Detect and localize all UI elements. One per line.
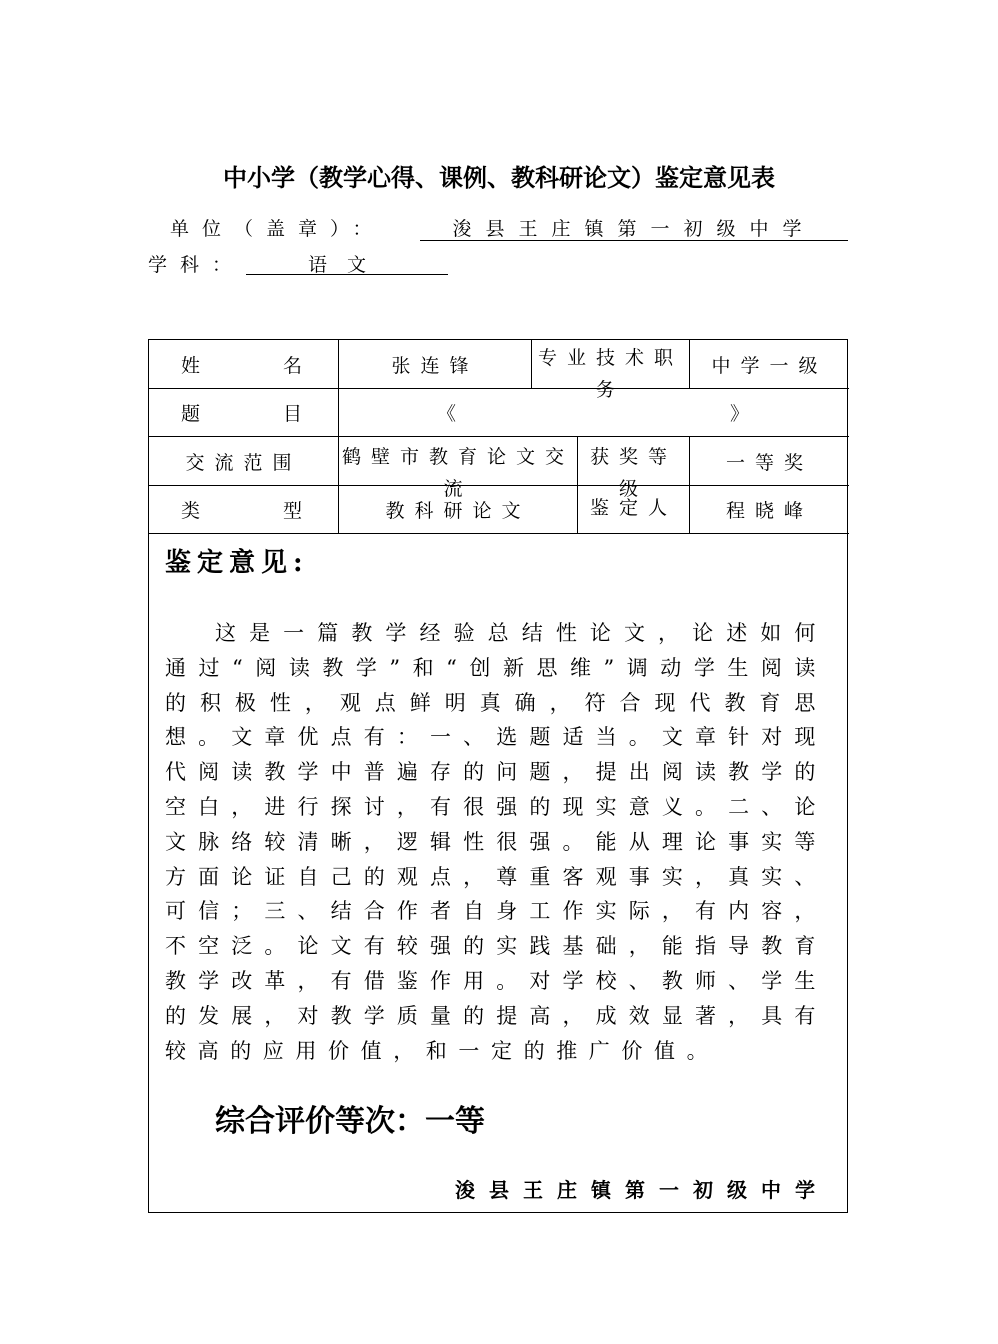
topic-label-cell: [149, 389, 339, 437]
type-value: 教科研论文: [339, 486, 578, 534]
topic-label-second: 目: [282, 403, 302, 425]
type-label-cell: [149, 486, 339, 534]
unit-label: 单位（盖章）：: [170, 218, 385, 240]
appraisal-form: [148, 339, 848, 1213]
topic-open-bracket: 《: [437, 403, 457, 425]
opinion-section: [149, 534, 847, 1212]
subject-label: 学科：: [148, 254, 245, 276]
topic-label-first: 题: [181, 403, 201, 425]
subject-value: 语文: [246, 250, 448, 275]
type-label-first: 类: [181, 500, 201, 522]
name-value: 张连锋: [339, 340, 532, 389]
page-title: 中小学（教学心得、课例、教科研论文）鉴定意见表: [223, 164, 775, 192]
topic-close-bracket: 》: [729, 403, 749, 425]
scope-value: 鹤壁市教育论文交流: [339, 437, 578, 486]
name-label-first: 姓: [181, 354, 201, 377]
opinion-heading: 鉴定意见:: [165, 548, 309, 578]
opinion-body: 这是一篇教学经验总结性论文，论述如何通过“阅读教学”和“创新思维”调动学生阅读的积极性，观点鲜明真确，符合现代教育思想。文章优点有：一、选题适当。文章针对现代阅读教学中普遍存的问题，提出阅读教学的空白，进行探讨，有很强的现实意义。二、论文脉络较清晰，逻辑性很强。能从理论事实等方面论证自己的观点，尊重客观事实，真实、可信；三、结合作者自身工作实际，有内容，不空泛。论文有较强的实践基础，能指导教育教学改革，有借鉴作用。对学校、教师、学生的发展，对教学质量的提高，成效显著，具有较高的应用价值，和一定的推广价值。: [165, 621, 827, 1063]
name-label-cell: [149, 340, 339, 389]
signature-unit: 浚县王庄镇第一初级中学: [455, 1178, 829, 1202]
unit-value: 浚县王庄镇第一初级中学: [420, 214, 848, 241]
award-label: 获奖等级: [578, 437, 690, 486]
name-label-second: 名: [282, 354, 302, 377]
award-value: 一等奖: [690, 437, 849, 486]
judge-value: 程晓峰: [690, 486, 849, 534]
job-title-label: 专业技术职务: [532, 340, 690, 389]
overall-grade: 综合评价等次：一等: [215, 1104, 485, 1139]
job-title-value: 中学一级: [690, 340, 849, 389]
scope-label: 交流范围: [149, 437, 339, 486]
judge-label: 鉴定人: [578, 486, 690, 534]
topic-value-cell: [339, 389, 849, 437]
type-label-second: 型: [282, 500, 302, 522]
